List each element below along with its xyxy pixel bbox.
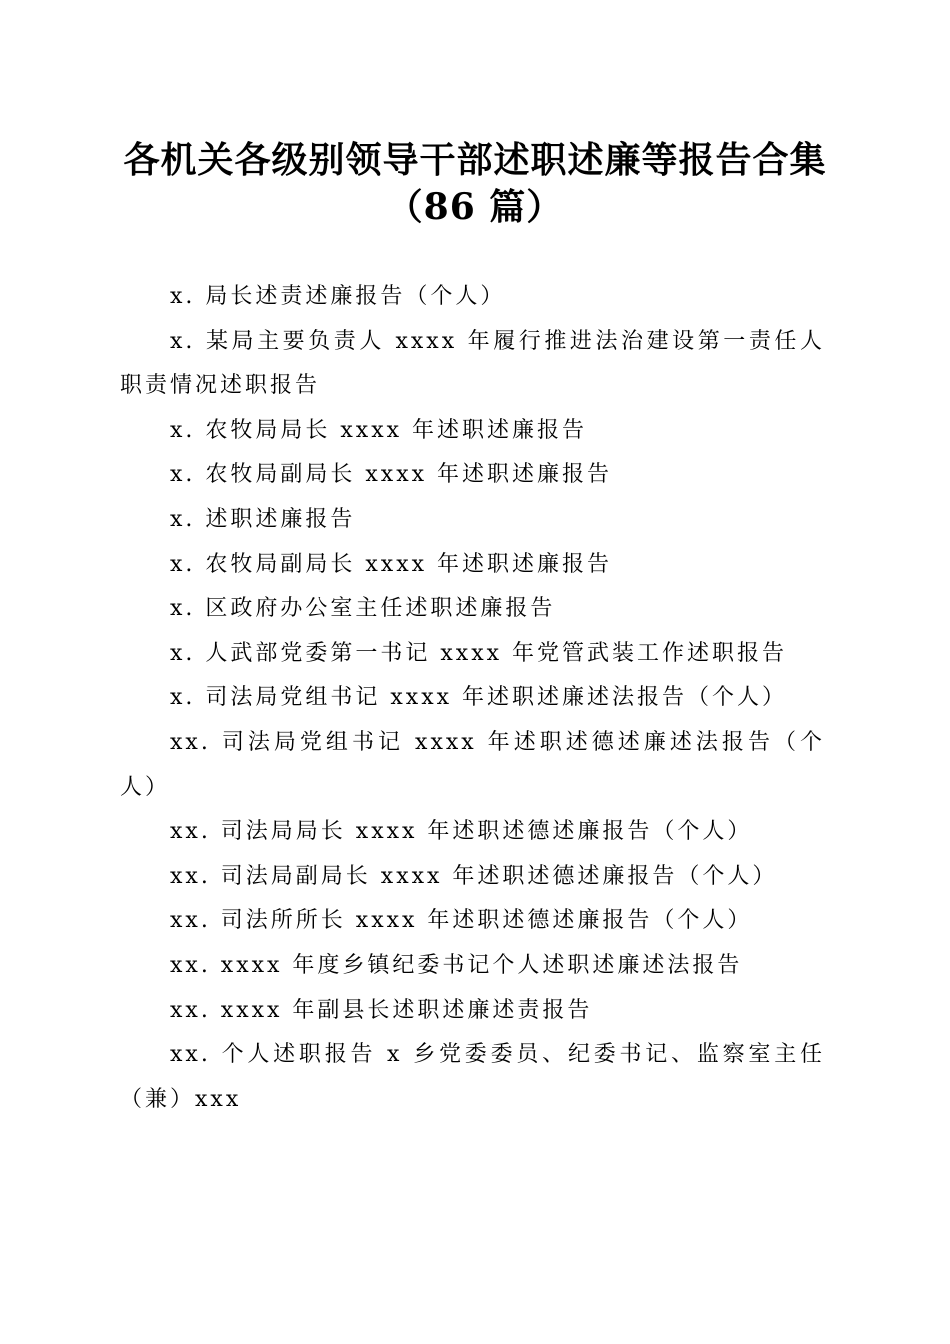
toc-entry: xx. 司法局副局长 xxxx 年述职述德述廉报告（个人） <box>170 863 778 889</box>
toc-entry: xx. 司法局局长 xxxx 年述职述德述廉报告（个人） <box>170 819 753 845</box>
toc-entry: x. 农牧局局长 xxxx 年述职述廉报告 <box>170 417 588 443</box>
table-of-contents <box>120 275 825 1122</box>
toc-entry: x. 司法局党组书记 xxxx 年述职述廉述法报告（个人） <box>170 685 788 711</box>
toc-entry: x. 局长述责述廉报告（个人） <box>170 284 506 309</box>
toc-entry: xx. 司法局党组书记 xxxx 年述职述德述廉述法报告（个人） <box>120 729 825 800</box>
toc-entry: x. 某局主要负责人 xxxx 年履行推进法治建设第一责任人职责情况述职报告 <box>120 328 825 399</box>
document-subtitle-count: （86 篇） <box>386 186 564 228</box>
toc-entry: x. 人武部党委第一书记 xxxx 年党管武装工作述职报告 <box>170 640 788 666</box>
toc-entry: x. 农牧局副局长 xxxx 年述职述廉报告 <box>170 551 613 577</box>
toc-entry: x. 述职述廉报告 <box>170 506 356 532</box>
toc-entry: xx. xxxx 年副县长述职述廉述责报告 <box>170 997 593 1023</box>
toc-entry: xx. 个人述职报告 x 乡党委委员、纪委书记、监察室主任（兼）xxx <box>120 1042 825 1112</box>
document-title: 各机关各级别领导干部述职述廉等报告合集 <box>123 139 827 181</box>
toc-entry: xx. xxxx 年度乡镇纪委书记个人述职述廉述法报告 <box>170 952 743 978</box>
toc-entry: xx. 司法所所长 xxxx 年述职述德述廉报告（个人） <box>170 908 753 934</box>
toc-entry: x. 区政府办公室主任述职述廉报告 <box>170 596 556 622</box>
toc-entry: x. 农牧局副局长 xxxx 年述职述廉报告 <box>170 462 613 488</box>
